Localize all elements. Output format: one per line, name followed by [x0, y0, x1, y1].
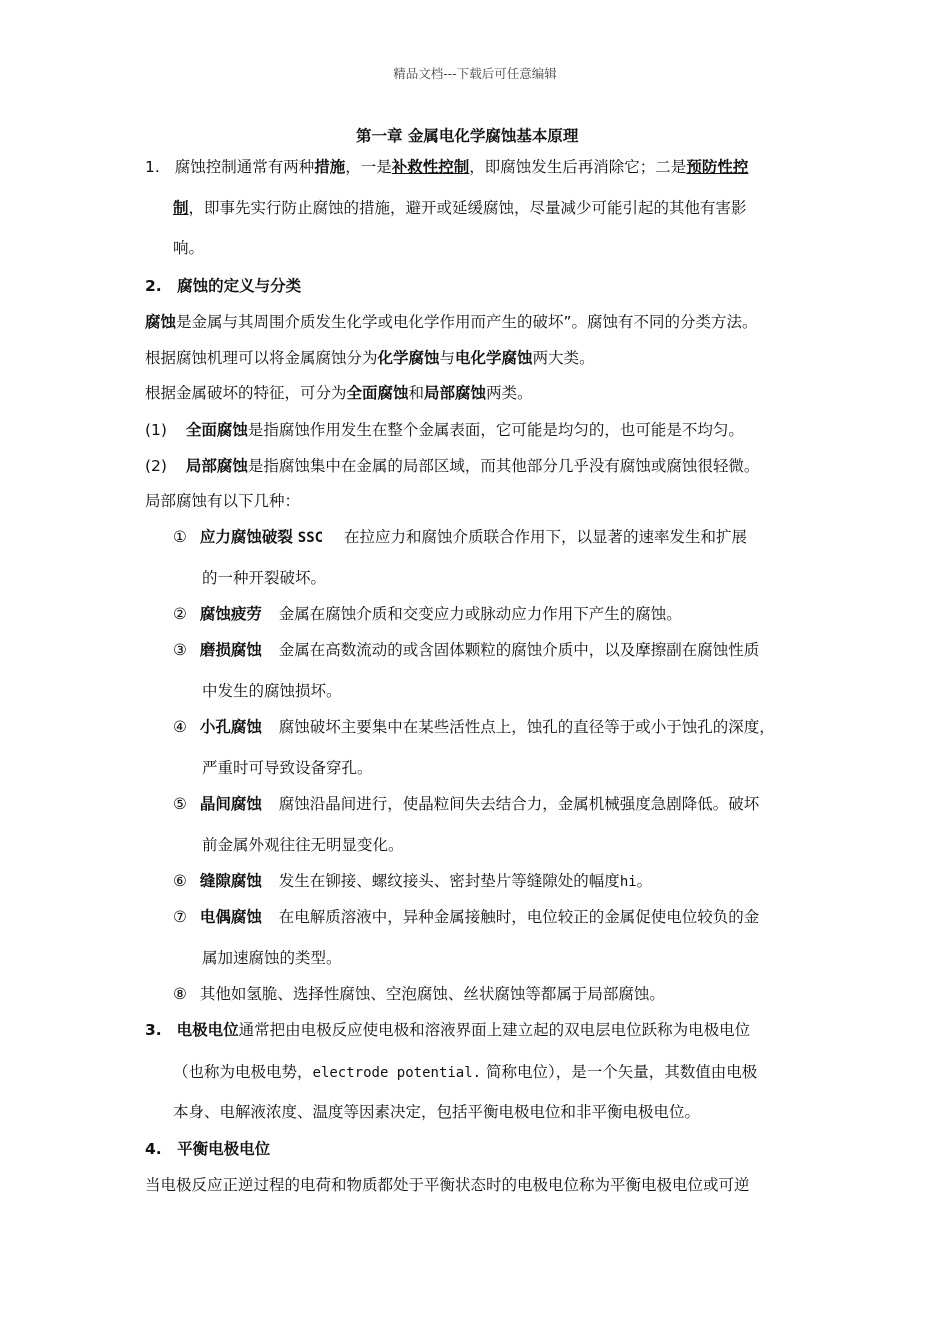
- s1-line3: 响。: [173, 239, 205, 257]
- s2-item2: [145, 456, 759, 476]
- type-6-name: 缝隙腐蚀: [199, 872, 262, 890]
- s2-term-chemical: 化学腐蚀: [377, 349, 440, 367]
- type-4-desc: 腐蚀破坏主要集中在某些活性点上，蚀孔的直径等于或小于蚀孔的深度，: [278, 718, 775, 736]
- s2-para3-c: 和: [408, 384, 425, 402]
- type-6: [173, 871, 652, 892]
- type-3: [173, 640, 759, 660]
- type-1: [173, 527, 747, 548]
- s4-para: 当电极反应正逆过程的电荷和物质都处于平衡状态时的电极电位称为平衡电极电位或可逆: [145, 1176, 750, 1194]
- s2-para2: [145, 348, 595, 368]
- type-7-name: 电偶腐蚀: [199, 908, 262, 926]
- s2-para1: [145, 312, 758, 332]
- type-1-abbr: SSC: [297, 530, 324, 546]
- s1-text-c: ，一是: [345, 158, 392, 176]
- type-4-desc-cont: 严重时可导致设备穿孔。: [202, 759, 373, 777]
- type-5: [173, 794, 759, 814]
- s2-heading-text: 腐蚀的定义与分类: [177, 277, 302, 295]
- s2-para4: 局部腐蚀有以下几种：: [145, 492, 301, 510]
- s3-number: 3.: [145, 1021, 162, 1039]
- s2-term-local: 局部腐蚀: [424, 384, 487, 402]
- type-8: [173, 984, 665, 1004]
- s2-para3-e: 两类。: [486, 384, 533, 402]
- s2-item2-number: (2): [145, 457, 167, 475]
- type-7-desc-cont: 属加速腐蚀的类型。: [202, 949, 342, 967]
- type-1-desc: 在拉应力和腐蚀介质联合作用下，以显著的速率发生和扩展: [344, 528, 748, 546]
- s1-text-a: 腐蚀控制通常有两种: [174, 158, 315, 176]
- s1-line1: [145, 157, 748, 177]
- s3-line1: [145, 1020, 750, 1040]
- s2-term-general: 全面腐蚀: [346, 384, 409, 402]
- type-8-number: ⑧: [173, 985, 187, 1003]
- type-6-number: ⑥: [173, 872, 187, 890]
- type-4-number: ④: [173, 718, 187, 736]
- s1-term-preventive: 预防性控: [686, 158, 749, 176]
- type-6-desc: 发生在铆接、螺纹接头、密封垫片等缝隙处的幅度: [278, 872, 620, 890]
- type-7-desc: 在电解质溶液中，异种金属接触时，电位较正的金属促使电位较负的金: [278, 908, 760, 926]
- type-4-name: 小孔腐蚀: [199, 718, 262, 736]
- s3-text-b: 通常把由电极反应使电极和溶液界面上建立起的双电层电位跃称为电极电位: [238, 1021, 751, 1039]
- chapter-title: 第一章 金属电化学腐蚀基本原理: [356, 127, 579, 145]
- type-6-desc-hi: hi: [619, 874, 637, 890]
- type-8-desc: 其他如氢脆、选择性腐蚀、空泡腐蚀、丝状腐蚀等都属于局部腐蚀。: [199, 985, 665, 1003]
- type-5-desc: 腐蚀沿晶间进行，使晶粒间失去结合力，金属机械强度急剧降低。破坏: [278, 795, 760, 813]
- s2-para3-a: 根据金属破坏的特征，可分为: [145, 384, 347, 402]
- s1-number: 1.: [145, 158, 160, 176]
- s1-term-measures: 措施: [314, 158, 346, 176]
- s3-term: 电极电位: [176, 1021, 239, 1039]
- type-5-desc-cont: 前金属外观往往无明显变化。: [202, 836, 404, 854]
- s3-text-c1: （也称为电极电势，: [173, 1063, 313, 1081]
- type-3-desc-cont: 中发生的腐蚀损坏。: [202, 682, 342, 700]
- s2-item2-term: 局部腐蚀: [185, 457, 248, 475]
- page-header: 精品文档---下载后可任意编辑: [393, 66, 557, 81]
- s2-para2-a: 根据腐蚀机理可以将金属腐蚀分为: [145, 349, 378, 367]
- type-4: [173, 717, 775, 737]
- type-6-desc-end: 。: [636, 872, 653, 890]
- s3-text-english: electrode potential.: [312, 1065, 482, 1081]
- s1-term-remedial: 补救性控制: [391, 158, 470, 176]
- s2-para2-e: 两大类。: [532, 349, 595, 367]
- s2-heading: [145, 276, 301, 296]
- type-1-desc-cont: 的一种开裂破坏。: [202, 569, 327, 587]
- s2-item1-term: 全面腐蚀: [185, 421, 248, 439]
- s2-para3: [145, 383, 533, 403]
- type-7: [173, 907, 759, 927]
- s2-item2-text: 是指腐蚀集中在金属的局部区域，而其他部分几乎没有腐蚀或腐蚀很轻微。: [247, 457, 760, 475]
- s2-term-electrochemical: 电化学腐蚀: [455, 349, 533, 367]
- type-5-name: 晶间腐蚀: [199, 795, 262, 813]
- type-1-number: ①: [173, 528, 187, 546]
- s3-line2: [173, 1062, 757, 1083]
- s2-item1: [145, 420, 744, 440]
- type-5-number: ⑤: [173, 795, 187, 813]
- s2-item1-text: 是指腐蚀作用发生在整个金属表面，它可能是均匀的，也可能是不均匀。: [247, 421, 744, 439]
- type-2-name: 腐蚀疲劳: [199, 605, 262, 623]
- s2-para1-text: 是金属与其周围介质发生化学或电化学作用而产生的破坏”。腐蚀有不同的分类方法。: [176, 313, 758, 331]
- s1-text-e: ，即腐蚀发生后再消除它；二是: [469, 158, 687, 176]
- s2-number: 2.: [145, 277, 162, 295]
- type-3-number: ③: [173, 641, 187, 659]
- s4-heading: [145, 1139, 270, 1159]
- type-3-desc: 金属在高数流动的或含固体颗粒的腐蚀介质中，以及摩擦副在腐蚀性质: [278, 641, 760, 659]
- s2-para2-c: 与: [439, 349, 456, 367]
- s2-item1-number: (1): [145, 421, 167, 439]
- type-1-name: 应力腐蚀破裂: [199, 528, 293, 546]
- s3-line3: 本身、电解液浓度、温度等因素决定，包括平衡电极电位和非平衡电极电位。: [173, 1103, 701, 1121]
- type-3-name: 磨损腐蚀: [199, 641, 262, 659]
- s1-text-h: ，即事先实行防止腐蚀的措施，避开或延缓腐蚀，尽量减少可能引起的其他有害影: [188, 199, 747, 217]
- s4-heading-text: 平衡电极电位: [177, 1140, 271, 1158]
- type-2-number: ②: [173, 605, 187, 623]
- s1-line2: [173, 198, 747, 218]
- s1-term-preventive-end: 制: [173, 199, 189, 217]
- type-7-number: ⑦: [173, 908, 187, 926]
- s4-number: 4.: [145, 1140, 162, 1158]
- s2-term-corrosion: 腐蚀: [145, 313, 177, 331]
- s3-text-c3: 简称电位），是一个矢量，其数值由电极: [481, 1063, 758, 1081]
- type-2: [173, 604, 682, 624]
- type-2-desc: 金属在腐蚀介质和交变应力或脉动应力作用下产生的腐蚀。: [278, 605, 682, 623]
